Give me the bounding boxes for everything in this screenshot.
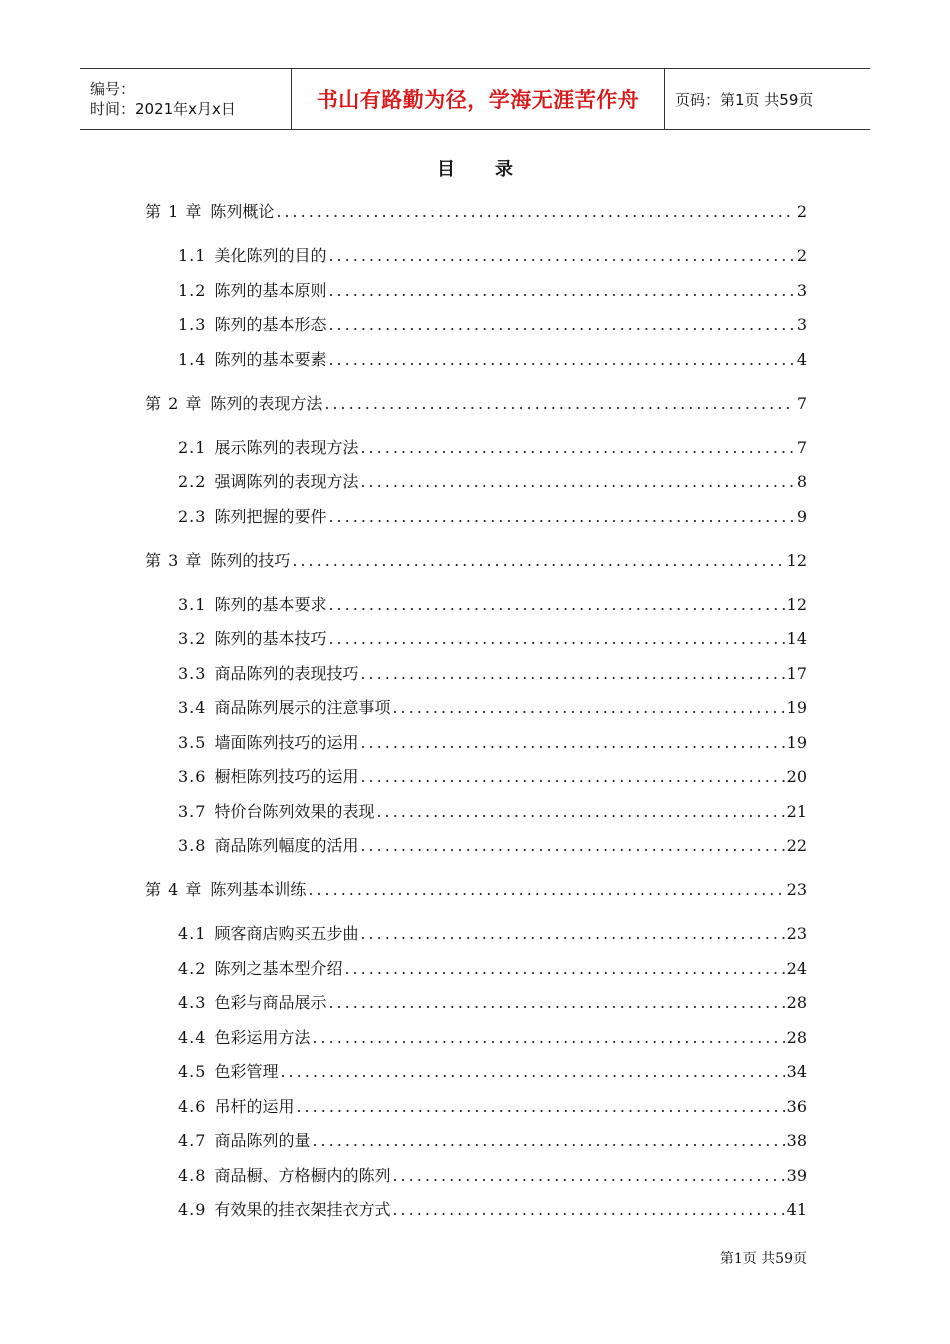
page-footer: 第1页 共59页: [719, 1251, 807, 1267]
toc-entry-title: 陈列的基本形态: [214, 315, 327, 334]
toc-entry-page: 2: [796, 202, 807, 221]
toc-section-entry[interactable]: [178, 1061, 807, 1083]
toc-entry-title: 强调陈列的表现方法: [214, 472, 359, 491]
toc-entry-title: 色彩与商品展示: [214, 993, 327, 1012]
toc-entry-page: 23: [786, 924, 807, 943]
toc-dot-leader: [392, 1199, 784, 1221]
toc-entry-title: 陈列的基本技巧: [214, 629, 327, 648]
toc-entry-page: 19: [786, 698, 807, 717]
toc-entry-page: 2: [796, 246, 807, 265]
toc-section-entry[interactable]: [178, 1199, 807, 1221]
toc-entry-page: 14: [786, 629, 807, 648]
toc-entry-page: 39: [786, 1165, 807, 1185]
toc-dot-leader: [360, 663, 784, 685]
toc-entry-title: 陈列的表现方法: [210, 393, 323, 413]
toc-entry-number: 3.4: [178, 698, 207, 717]
toc-section-entry[interactable]: [178, 280, 807, 302]
toc-section-entry[interactable]: [178, 471, 807, 493]
toc-entry-page: 12: [786, 594, 807, 614]
toc-entry-page: 3: [796, 315, 807, 334]
toc-entry-title: 顾客商店购买五步曲: [214, 924, 359, 943]
toc-dot-leader: [328, 628, 784, 650]
toc-section-entry[interactable]: [178, 835, 807, 857]
toc-section-entry[interactable]: [178, 1165, 807, 1187]
toc-entry-page: 17: [786, 663, 807, 683]
toc-dot-leader: [360, 835, 784, 857]
toc-section-entry[interactable]: [178, 628, 807, 650]
toc-chapter-entry[interactable]: [145, 550, 807, 572]
toc-section-entry[interactable]: [178, 349, 807, 371]
toc-entry-title: 橱柜陈列技巧的运用: [214, 767, 359, 786]
toc-section-entry[interactable]: [178, 992, 807, 1014]
toc-dot-leader: [328, 314, 794, 336]
toc-dot-leader: [328, 245, 794, 267]
toc-entry-title: 色彩运用方法: [214, 1027, 311, 1047]
toc-entry-page: 28: [786, 993, 807, 1012]
toc-entry-number: 第 1 章: [145, 202, 203, 221]
toc-dot-leader: [312, 1130, 784, 1152]
toc-title: 目录: [437, 159, 553, 180]
toc-entry-page: 22: [786, 836, 807, 855]
toc-entry-title: 商品陈列展示的注意事项: [214, 698, 391, 717]
toc-entry-number: 4.8: [178, 1165, 207, 1185]
toc-entry-title: 陈列之基本型介绍: [214, 958, 343, 978]
toc-dot-leader: [360, 437, 794, 459]
toc-dot-leader: [360, 766, 784, 788]
toc-entry-number: 4.4: [178, 1027, 207, 1047]
toc-section-entry[interactable]: [178, 594, 807, 616]
toc-entry-page: 24: [786, 958, 807, 978]
toc-dot-leader: [308, 879, 784, 901]
toc-entry-number: 4.1: [178, 924, 207, 943]
toc-entry-page: 36: [786, 1096, 807, 1116]
toc-entry-title: 陈列把握的要件: [214, 506, 327, 526]
toc-entry-title: 商品陈列幅度的活用: [214, 836, 359, 855]
toc-entry-number: 3.3: [178, 663, 207, 683]
toc-entry-page: 38: [786, 1131, 807, 1150]
toc-entry-title: 陈列基本训练: [210, 880, 307, 899]
toc-entry-title: 陈列概论: [210, 202, 275, 221]
toc-dot-leader: [376, 801, 784, 823]
toc-entry-number: 1.4: [178, 349, 207, 369]
toc-entry-number: 3.6: [178, 767, 207, 786]
toc-entry-number: 第 4 章: [145, 880, 203, 899]
toc-section-entry[interactable]: [178, 697, 807, 719]
toc-section-entry[interactable]: [178, 1027, 807, 1049]
toc-dot-leader: [328, 992, 784, 1014]
toc-entry-page: 4: [796, 349, 807, 369]
toc-entry-page: 19: [786, 732, 807, 752]
toc-section-entry[interactable]: [178, 801, 807, 823]
toc-entry-page: 41: [786, 1200, 807, 1219]
toc-entry-number: 1.3: [178, 315, 207, 334]
toc-entry-page: 28: [786, 1027, 807, 1047]
toc-dot-leader: [392, 1165, 784, 1187]
toc-entry-number: 2.3: [178, 506, 207, 526]
toc-dot-leader: [276, 201, 794, 223]
toc-entry-title: 陈列的基本要求: [214, 594, 327, 614]
toc-dot-leader: [360, 732, 784, 754]
toc-dot-leader: [344, 958, 784, 980]
toc-chapter-entry[interactable]: [145, 879, 807, 901]
toc-entry-number: 1.1: [178, 246, 207, 265]
toc-entry-number: 4.2: [178, 958, 207, 978]
toc-entry-page: 34: [786, 1062, 807, 1081]
header-page-label: 页码：第1页 共59页: [675, 90, 814, 109]
toc-entry-number: 4.6: [178, 1096, 207, 1116]
toc-chapter-entry[interactable]: [145, 393, 807, 415]
toc-entry-number: 4.5: [178, 1062, 207, 1081]
toc-entry-title: 商品陈列的表现技巧: [214, 663, 359, 683]
toc-section-entry[interactable]: [178, 437, 807, 459]
toc-section-entry[interactable]: [178, 663, 807, 685]
toc-chapter-entry[interactable]: [145, 201, 807, 223]
toc-entry-page: 12: [786, 550, 807, 570]
toc-entry-page: 23: [786, 880, 807, 899]
toc-entry-page: 9: [796, 506, 807, 526]
toc-entry-number: 2.2: [178, 472, 207, 491]
toc-section-entry[interactable]: [178, 1096, 807, 1118]
toc-section-entry[interactable]: [178, 506, 807, 528]
toc-dot-leader: [324, 393, 794, 415]
toc-section-entry[interactable]: [178, 314, 807, 336]
toc-entry-title: 美化陈列的目的: [214, 246, 327, 265]
toc-section-entry[interactable]: [178, 766, 807, 788]
toc-entry-page: 20: [786, 767, 807, 786]
toc-dot-leader: [392, 697, 784, 719]
toc-entry-title: 有效果的挂衣架挂衣方式: [214, 1200, 391, 1219]
toc-section-entry[interactable]: [178, 732, 807, 754]
document-number-label: 编号：: [90, 80, 136, 98]
toc-entry-title: 陈列的基本要素: [214, 349, 327, 369]
toc-entry-title: 吊杆的运用: [214, 1096, 295, 1116]
toc-dot-leader: [360, 471, 794, 493]
motto-text: 书山有路勤为径，学海无涯苦作舟: [316, 88, 640, 112]
toc-entry-title: 商品橱、方格橱内的陈列: [214, 1165, 391, 1185]
toc-section-entry[interactable]: [178, 245, 807, 267]
toc-entry-number: 3.2: [178, 629, 207, 648]
toc-dot-leader: [280, 1061, 784, 1083]
toc-entry-page: 7: [796, 437, 807, 457]
toc-dot-leader: [296, 1096, 784, 1118]
toc-entry-title: 陈列的基本原则: [214, 280, 327, 300]
toc-entry-number: 3.8: [178, 836, 207, 855]
toc-section-entry[interactable]: [178, 958, 807, 980]
toc-dot-leader: [328, 280, 794, 302]
toc-entry-number: 第 2 章: [145, 393, 203, 413]
document-time-label: 时间：2021年x月x日: [90, 100, 236, 118]
toc-entry-number: 3.5: [178, 732, 207, 752]
toc-entry-title: 特价台陈列效果的表现: [214, 801, 375, 821]
toc-entry-number: 1.2: [178, 280, 207, 300]
toc-entry-title: 陈列的技巧: [210, 550, 291, 570]
toc-entry-number: 2.1: [178, 437, 207, 457]
toc-dot-leader: [292, 550, 784, 572]
toc-dot-leader: [312, 1027, 784, 1049]
toc-entry-page: 8: [796, 472, 807, 491]
toc-entry-number: 第 3 章: [145, 550, 203, 570]
toc-dot-leader: [360, 923, 784, 945]
toc-dot-leader: [328, 506, 794, 528]
toc-section-entry[interactable]: [178, 1130, 807, 1152]
toc-entry-title: 墙面陈列技巧的运用: [214, 732, 359, 752]
toc-entry-page: 21: [786, 801, 807, 821]
toc-dot-leader: [328, 594, 784, 616]
toc-entry-title: 色彩管理: [214, 1062, 279, 1081]
toc-entry-page: 3: [796, 280, 807, 300]
toc-entry-number: 4.7: [178, 1131, 207, 1150]
toc-dot-leader: [328, 349, 794, 371]
toc-entry-title: 展示陈列的表现方法: [214, 437, 359, 457]
toc-entry-title: 商品陈列的量: [214, 1131, 311, 1150]
toc-entry-number: 4.3: [178, 993, 207, 1012]
toc-entry-number: 3.1: [178, 594, 207, 614]
toc-entry-number: 4.9: [178, 1200, 207, 1219]
toc-section-entry[interactable]: [178, 923, 807, 945]
toc-entry-number: 3.7: [178, 801, 207, 821]
toc-entry-page: 7: [796, 393, 807, 413]
